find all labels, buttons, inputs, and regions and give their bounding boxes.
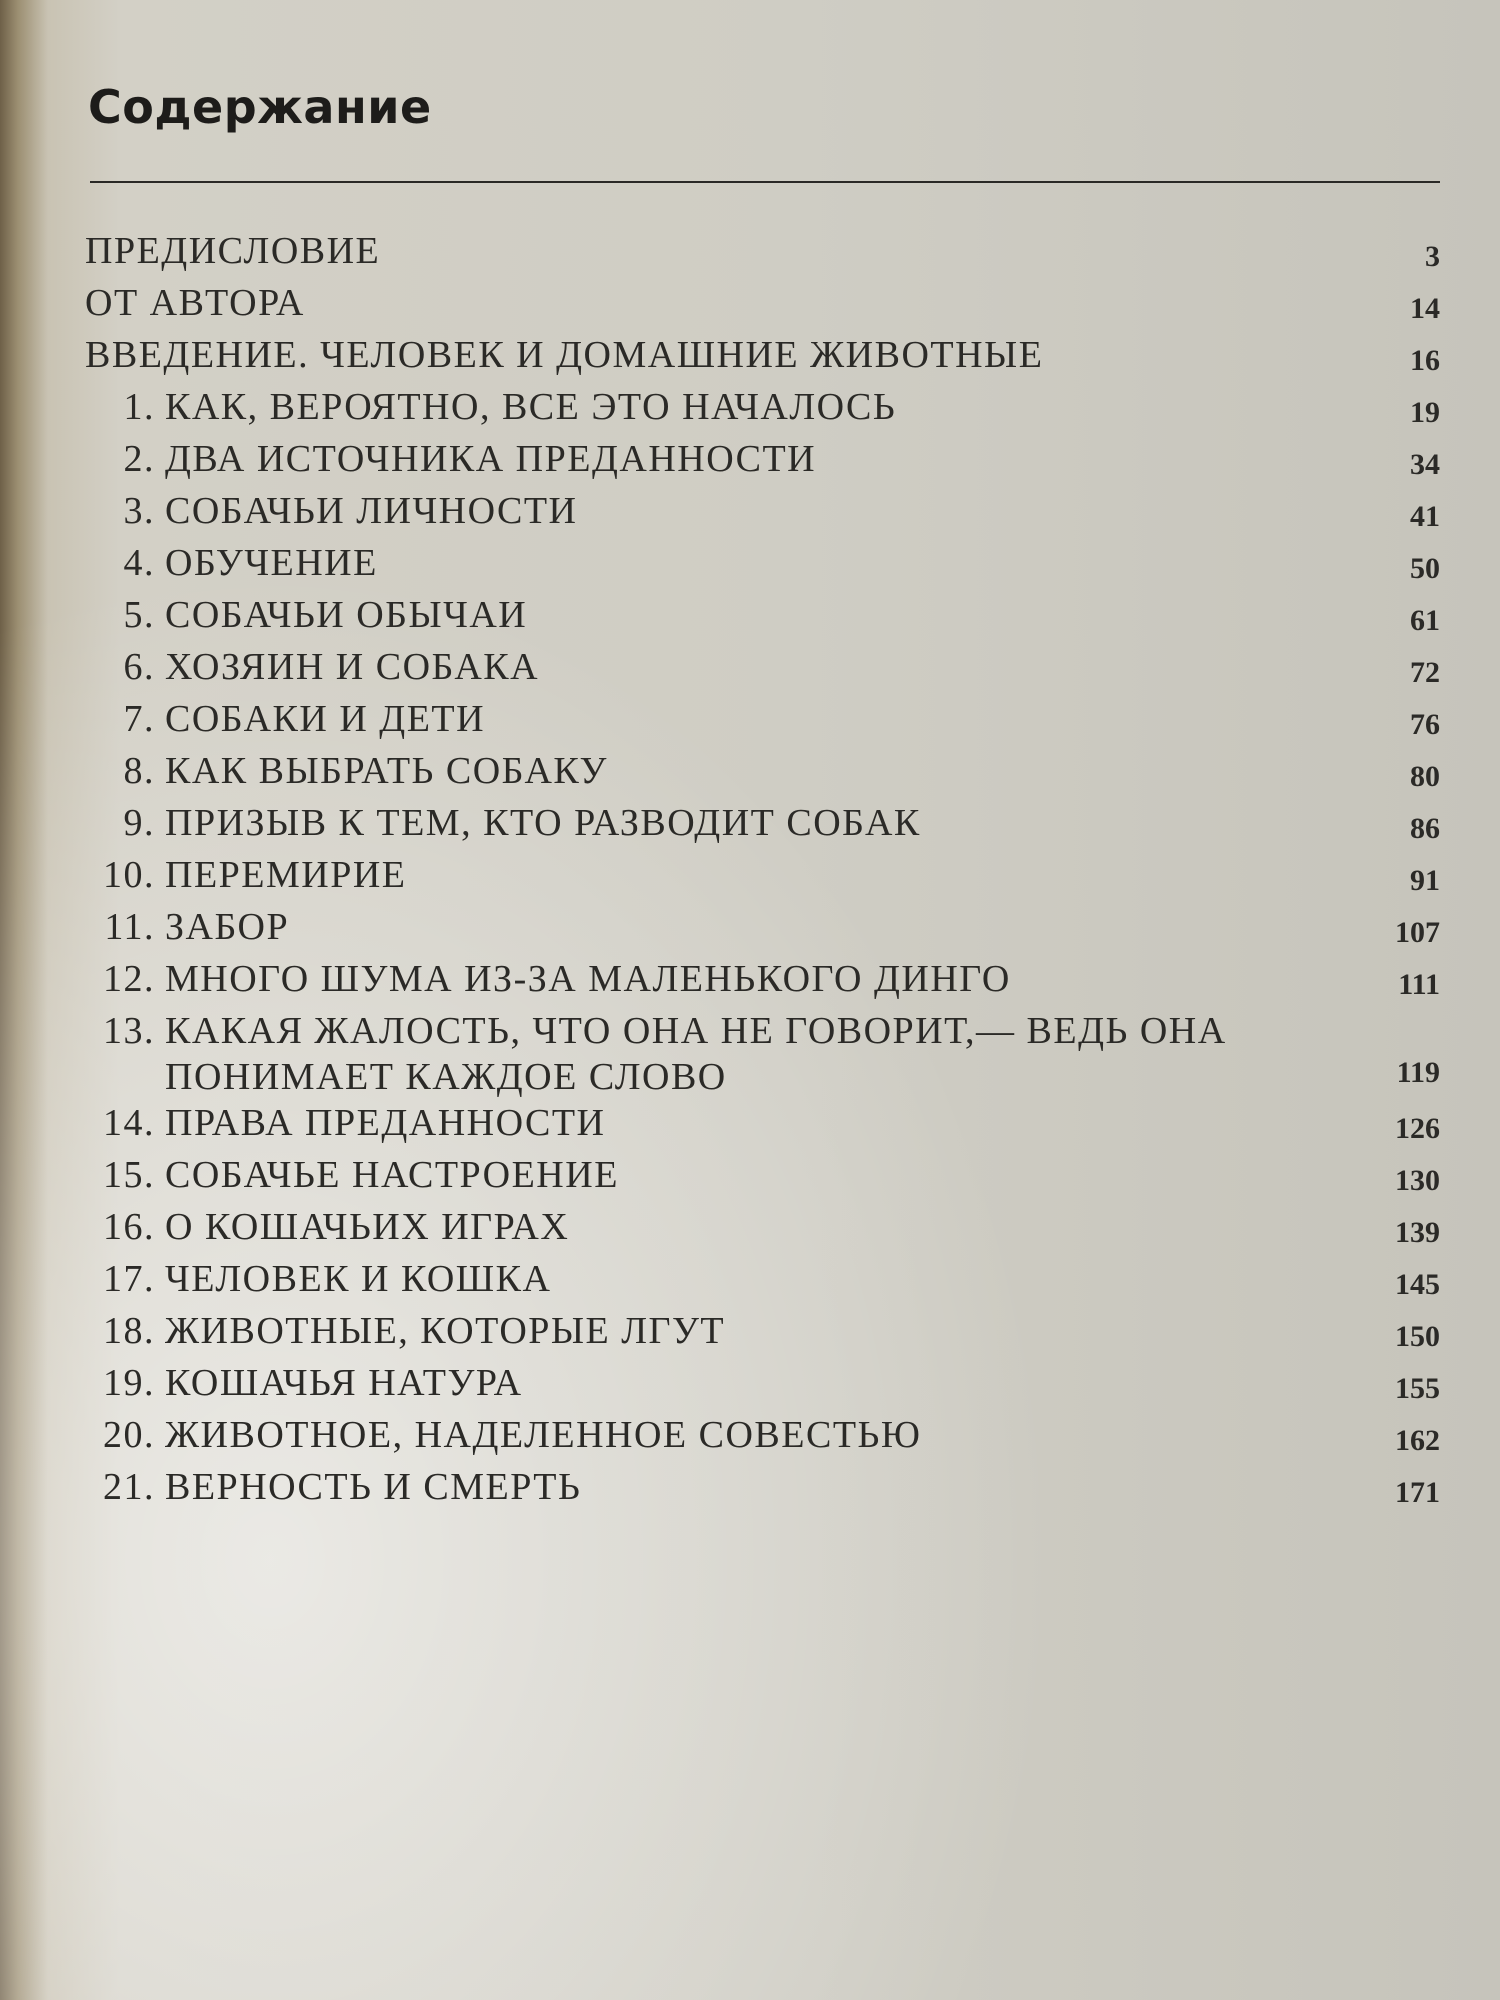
toc-entry — [85, 228, 1440, 280]
toc-entry — [85, 332, 1440, 384]
toc-entry-title: СОБАЧЬЕ НАСТРОЕНИЕ — [165, 1154, 619, 1196]
toc-entry-title: ХОЗЯИН И СОБАКА — [165, 646, 540, 688]
toc-entry-page: 14 — [1410, 292, 1440, 325]
toc-entry-page: 119 — [1396, 1056, 1440, 1089]
toc-entry-title: КАК, ВЕРОЯТНО, ВСЕ ЭТО НАЧАЛОСЬ — [165, 386, 897, 428]
toc-entry-number: 4. — [123, 542, 155, 584]
toc-entry-page: 80 — [1410, 760, 1440, 793]
toc-entry — [85, 1204, 1440, 1256]
toc-entry-page: 76 — [1410, 708, 1440, 741]
toc-entry — [85, 1360, 1440, 1412]
toc-entry-number: 2. — [123, 438, 155, 480]
toc-entry-page: 150 — [1395, 1320, 1440, 1353]
toc-entry — [85, 748, 1440, 800]
toc-entry-title: КАКАЯ ЖАЛОСТЬ, ЧТО ОНА НЕ ГОВОРИТ,— ВЕДЬ ОНА ПОНИМАЕТ КАЖДОЕ СЛОВО — [165, 1010, 1227, 1098]
toc-entry — [85, 956, 1440, 1008]
toc-entry-page: 126 — [1395, 1112, 1440, 1145]
title-divider — [90, 181, 1440, 183]
toc-entry — [85, 800, 1440, 852]
toc-entry-number: 17. — [103, 1258, 155, 1300]
toc-entry — [85, 488, 1440, 540]
toc-entry-title: ЧЕЛОВЕК И КОШКА — [165, 1258, 552, 1300]
toc-entry-title: ОТ АВТОРА — [85, 282, 305, 324]
toc-entry-title: ПРЕДИСЛОВИЕ — [85, 230, 381, 272]
toc-entry-title: ЖИВОТНЫЕ, КОТОРЫЕ ЛГУТ — [165, 1310, 726, 1352]
toc-entry-number: 8. — [123, 750, 155, 792]
toc-entry-title: ДВА ИСТОЧНИКА ПРЕДАННОСТИ — [165, 438, 817, 480]
toc-entry-page: 72 — [1410, 656, 1440, 689]
toc-entry — [85, 1008, 1440, 1100]
toc-entry-number: 19. — [103, 1362, 155, 1404]
toc-entry-title: ЖИВОТНОЕ, НАДЕЛЕННОЕ СОВЕСТЬЮ — [165, 1414, 922, 1456]
toc-entry-title: СОБАКИ И ДЕТИ — [165, 698, 486, 740]
toc-entry-number: 10. — [103, 854, 155, 896]
toc-entry — [85, 280, 1440, 332]
toc-entry-number: 9. — [123, 802, 155, 844]
toc-entry — [85, 1152, 1440, 1204]
toc-entry — [85, 644, 1440, 696]
toc-entry — [85, 904, 1440, 956]
toc-entry-number: 5. — [123, 594, 155, 636]
toc-entry-page: 41 — [1410, 500, 1440, 533]
toc-entry-page: 91 — [1410, 864, 1440, 897]
toc-entry-title: ОБУЧЕНИЕ — [165, 542, 378, 584]
toc-entry-number: 11. — [104, 906, 155, 948]
toc-entry-number: 12. — [103, 958, 155, 1000]
toc-entry-title: ВЕРНОСТЬ И СМЕРТЬ — [165, 1466, 582, 1508]
toc-entry-title: ПРАВА ПРЕДАННОСТИ — [165, 1102, 606, 1144]
toc-entry — [85, 384, 1440, 436]
toc-entry-page: 16 — [1410, 344, 1440, 377]
toc-entry — [85, 1308, 1440, 1360]
toc-entry-title: ПЕРЕМИРИЕ — [165, 854, 407, 896]
page-title: Содержание — [88, 80, 432, 134]
toc-entry-number: 20. — [103, 1414, 155, 1456]
toc-entry-page: 86 — [1410, 812, 1440, 845]
toc-entry-page: 145 — [1395, 1268, 1440, 1301]
toc-entry-number: 13. — [103, 1010, 155, 1052]
toc-entry-title: ЗАБОР — [165, 906, 290, 948]
toc-entry-number: 21. — [103, 1466, 155, 1508]
toc-entry-page: 171 — [1395, 1476, 1440, 1509]
toc-entry — [85, 540, 1440, 592]
toc-entry-page: 3 — [1425, 240, 1440, 273]
toc-entry-title: СОБАЧЬИ ЛИЧНОСТИ — [165, 490, 578, 532]
toc-entry — [85, 1412, 1440, 1464]
toc-entry-number: 14. — [103, 1102, 155, 1144]
toc-entry-page: 50 — [1410, 552, 1440, 585]
toc-entry-page: 19 — [1410, 396, 1440, 429]
toc-entry-title: ПРИЗЫВ К ТЕМ, КТО РАЗВОДИТ СОБАК — [165, 802, 921, 844]
toc-entry-page: 34 — [1410, 448, 1440, 481]
toc-entry — [85, 852, 1440, 904]
toc-entry — [85, 592, 1440, 644]
toc-entry-page: 155 — [1395, 1372, 1440, 1405]
toc-entry-page: 162 — [1395, 1424, 1440, 1457]
toc-entry-page: 111 — [1398, 968, 1440, 1001]
toc-entry-title: СОБАЧЬИ ОБЫЧАИ — [165, 594, 528, 636]
toc-entry-title: О КОШАЧЬИХ ИГРАХ — [165, 1206, 570, 1248]
toc-entry-page: 61 — [1410, 604, 1440, 637]
toc-entry-page: 139 — [1395, 1216, 1440, 1249]
toc-entry-number: 3. — [123, 490, 155, 532]
toc-entry-page: 130 — [1395, 1164, 1440, 1197]
toc-entry — [85, 1100, 1440, 1152]
toc-entry-number: 6. — [123, 646, 155, 688]
toc-entry-title: МНОГО ШУМА ИЗ-ЗА МАЛЕНЬКОГО ДИНГО — [165, 958, 1011, 1000]
toc-entry — [85, 1464, 1440, 1516]
toc-entry — [85, 1256, 1440, 1308]
toc-entry-number: 1. — [123, 386, 155, 428]
toc-entry — [85, 696, 1440, 748]
toc-entry-number: 16. — [103, 1206, 155, 1248]
toc-entry — [85, 436, 1440, 488]
toc-entry-page: 107 — [1395, 916, 1440, 949]
toc-entry-title: КОШАЧЬЯ НАТУРА — [165, 1362, 523, 1404]
table-of-contents — [85, 228, 1440, 1516]
toc-entry-title: КАК ВЫБРАТЬ СОБАКУ — [165, 750, 608, 792]
toc-entry-number: 7. — [123, 698, 155, 740]
toc-entry-title: ВВЕДЕНИЕ. ЧЕЛОВЕК И ДОМАШНИЕ ЖИВОТНЫЕ — [85, 334, 1044, 376]
toc-entry-number: 15. — [103, 1154, 155, 1196]
toc-entry-number: 18. — [103, 1310, 155, 1352]
